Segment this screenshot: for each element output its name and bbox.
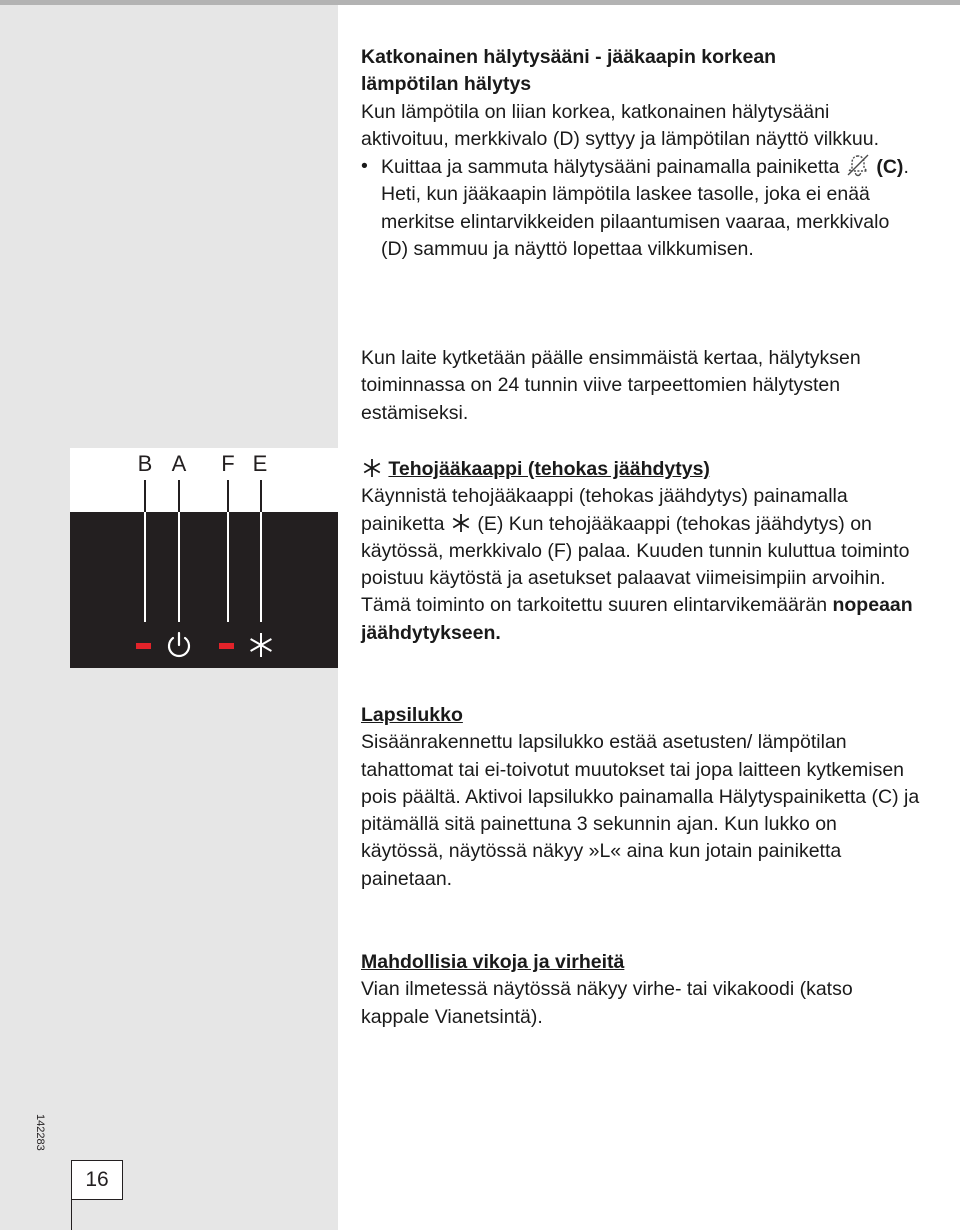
leader-line-e-top (260, 480, 262, 512)
leader-line-f (227, 512, 229, 622)
alarm-bullet (361, 153, 921, 263)
delay-note-text: Kun laite kytketään päälle ensimmäistä kertaa, hälytyksen toiminnassa on 24 tunnin viive tarpeettomien hälytysten estämiseksi. (361, 347, 861, 424)
delay-note (361, 345, 921, 427)
panel-label-a: A (171, 451, 187, 476)
power-icon[interactable] (164, 630, 194, 660)
panel-label-f: F (221, 451, 235, 476)
child-lock-title: Lapsilukko (361, 704, 463, 726)
fast-cool-body: Käynnistä tehojääkaappi (tehokas jäähdytys) painamalla painiketta (361, 485, 848, 535)
faults-body: Vian ilmetessä näytössä näkyy virhe- tai vikakoodi (katso kappale Vianetsintä). (361, 978, 853, 1028)
leader-line-a (178, 512, 180, 622)
panel-face (70, 512, 338, 668)
leader-line-a-top (178, 480, 180, 512)
page-number-rule (71, 1199, 72, 1230)
leader-line-e (260, 512, 262, 622)
alarm-bullet-text: Kuittaa ja sammuta hälytysääni painamalla painiketta (381, 156, 840, 179)
alarm-button-ref: (C) (876, 156, 904, 179)
snowflake-icon (450, 512, 472, 534)
snowflake-icon[interactable] (246, 630, 276, 660)
snowflake-icon (361, 457, 383, 479)
alarm-bullet-rest: . Heti, kun jääkaapin lämpötila laskee tasolle, joka ei enää merkitse elintarvikkeiden pilaantumisen vaaraa, merkkivalo (D) sammuu ja näyttö lopettaa vilkkumisen. (381, 156, 909, 261)
alarm-mute-icon (845, 153, 871, 177)
panel-label-strip (70, 448, 338, 512)
indicator-led-b (136, 643, 151, 649)
panel-label-b: B (137, 451, 153, 476)
fast-cool-section (361, 456, 921, 647)
page-number: 16 (71, 1160, 123, 1200)
alarm-body: Kun lämpötila on liian korkea, katkonainen hälytysääni aktivoituu, merkkivalo (D) syttyy ja lämpötilan näyttö vilkkuu. (361, 100, 880, 150)
leader-line-b (144, 512, 146, 622)
fast-cool-title: Tehojääkaappi (tehokas jäähdytys) (388, 458, 710, 480)
alarm-title-line-2: lämpötilan hälytys (361, 73, 532, 96)
child-lock-body: Sisäänrakennettu lapsilukko estää asetusten/ lämpötilan tahattomat tai ei-toivotut muutokset tai jopa laitteen kytkemisen pois päältä. Aktivoi lapsilukko painamalla Hälytyspainiketta (C) ja pitämällä sitä painettuna 3 sekunnin ajan. Kun lukko on käytössä, näytössä näkyy »L« aina kun jotain painiketta painetaan. (361, 731, 920, 890)
alarm-title-line-1: Katkonainen hälytysääni - jääkaapin korkean (361, 46, 777, 68)
fast-cool-body-rest: (E) Kun tehojääkaappi (tehokas jäähdytys) on käytössä, merkkivalo (F) palaa. Kuuden tunnin kuluttua toiminto poistuu käytöstä ja asetukset palaavat viimeisimpiin arvoihin. Tämä toiminto on tarkoitettu suuren elintarvikemäärän (361, 512, 910, 617)
panel-label-e: E (252, 451, 268, 476)
child-lock-section (361, 702, 921, 893)
leader-line-f-top (227, 480, 229, 512)
document-number: 142283 (34, 1114, 46, 1151)
faults-section (361, 949, 921, 1031)
indicator-led-f (219, 643, 234, 649)
leader-line-b-top (144, 480, 146, 512)
bullet-dot: • (361, 155, 368, 178)
faults-title: Mahdollisia vikoja ja virheitä (361, 951, 625, 973)
fast-cool-body-bold: nopeaan jäähdytykseen. (361, 594, 913, 644)
alarm-section (361, 44, 921, 263)
